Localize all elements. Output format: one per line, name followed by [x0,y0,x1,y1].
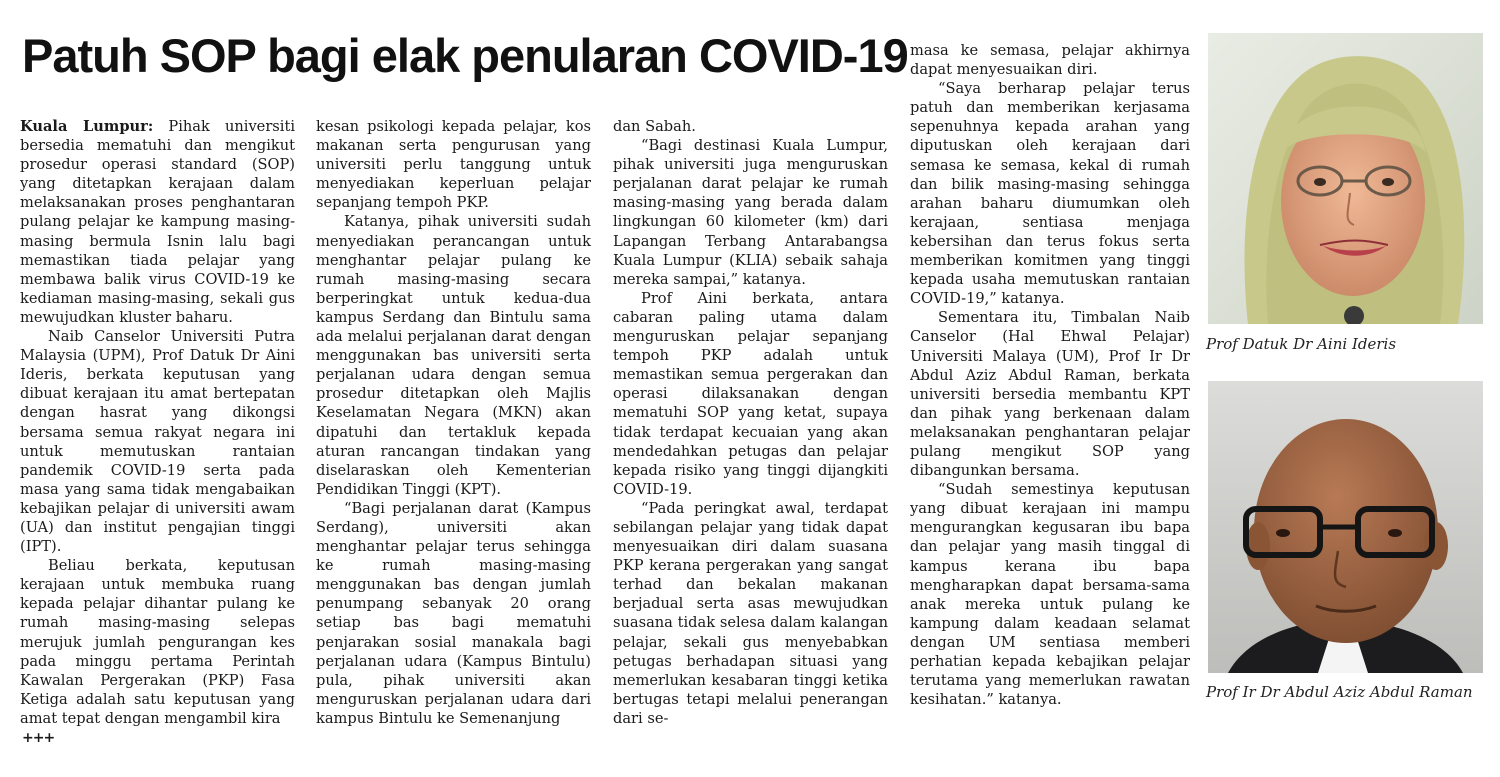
portrait-man-glasses-image [1208,381,1483,673]
article-paragraph: “Sudah semestinya keputusan yang dibuat kerajaan ini mampu mengurangkan kegusaran ibu bapa dan pelajar yang masih tinggal di kampus kerana ibu bapa mengharapkan dapat bersama-sama anak mereka untuk pulang ke kampung dalam keadaan selamat dengan UM sentiasa memberi perhatian kepada kebajikan pelajar terutama yang memerlukan rawatan kesihatan.” katanya. [910,481,1190,709]
portrait-photo-abdul-aziz [1208,381,1483,673]
article-paragraph: Beliau berkata, keputusan kerajaan untuk membuka ruang kepada pelajar dihantar pulang ke rumah masing-masing selepas merujuk jumlah pengurangan kes pada minggu pertama Perintah Kawalan Pergerakan (PKP) Fasa Ketiga adalah satu keputusan yang amat tepat dengan mengambil kira [20,557,295,727]
article-column-1 [20,117,295,728]
article-paragraph: Prof Aini berkata, antara cabaran paling utama dalam menguruskan pelajar sepanjang tempoh PKP adalah untuk memastikan semua pergerakan dan operasi dilaksanakan dengan mematuhi SOP yang ketat, supaya tidak terdapat kecuaian yang akan mendedahkan petugas dan pelajar kepada risiko yang tinggi dijangkiti COVID-19. [613,289,888,498]
article-paragraph: Sementara itu, Timbalan Naib Canselor (Hal Ehwal Pelajar) Universiti Malaya (UM), Prof Ir Dr Abdul Aziz Abdul Raman, berkata universiti bersedia membantu KPT dan pihak yang berkenaan dalam melaksanakan penghantaran pelajar pulang mengikut SOP yang dibangunkan bersama. [910,309,1190,480]
article-paragraph: dan Sabah. [613,118,696,135]
article-column-4 [910,41,1190,709]
article-paragraph: “Pada peringkat awal, terdapat sebilangan pelajar yang tidak dapat menyesuaikan diri dalam suasana PKP kerana pergerakan yang sangat terhad dan bekalan makanan berjadual serta asas mewujudkan suasana tidak selesa dalam kalangan pelajar, sekali gus menyebabkan petugas berhadapan situasi yang memerlukan kesabaran tinggi ketika bertugas tetapi melalui penerangan dari se- [613,499,888,727]
article-paragraph: masa ke semasa, pelajar akhirnya dapat menyesuaikan diri. [910,42,1190,79]
article-paragraph: “Bagi perjalanan darat (Kampus Serdang), universiti akan menghantar pelajar terus sehingga ke rumah masing-masing menggunakan bas dengan jumlah penumpang sebanyak 20 orang setiap bas bagi mematuhi penjarakan sosial manakala bagi perjalanan udara (Kampus Bintulu) pula, pihak universiti akan menguruskan perjalanan udara dari kampus Bintulu ke Semenanjung [316,499,591,727]
article-headline: Patuh SOP bagi elak penularan COVID-19 [22,29,908,82]
lede-text: Pihak universiti bersedia mematuhi dan mengikut prosedur operasi standard (SOP) yang ditetapkan kerajaan dalam melaksanakan proses penghantaran pulang pelajar ke kampung masing-masing bermula Isnin lalu bagi memastikan tiada pelajar yang membawa balik virus COVID-19 ke kediaman masing-masing, sekali gus mewujudkan kluster baharu. [20,118,295,326]
article-column-2 [316,117,591,728]
article-lede-paragraph [20,117,295,327]
end-of-article-mark: +++ [22,730,55,746]
article-paragraph: “Saya berharap pelajar terus patuh dan memberikan kerjasama sepenuhnya kepada arahan yang diputuskan oleh kerajaan dari semasa ke semasa, kekal di rumah dan bilik masing-masing sehingga arahan baharu diumumkan oleh kerajaan, sentiasa menjaga kebersihan dan terus fokus serta memberikan komitmen yang tinggi kepada usaha memutuskan rantaian COVID-19,” katanya. [910,80,1190,308]
article-paragraph: “Bagi destinasi Kuala Lumpur, pihak universiti juga menguruskan perjalanan darat pelajar ke rumah masing-masing yang berada dalam lingkungan 60 kilometer (km) dari Lapangan Terbang Antarabangsa Kuala Lumpur (KLIA) sebaik sahaja mereka sampai,” katanya. [613,137,888,288]
dateline: Kuala Lumpur: [20,118,154,135]
article-column-3 [613,117,888,728]
photo-caption-2: Prof Ir Dr Abdul Aziz Abdul Raman [1206,683,1473,701]
article-paragraph: kesan psikologi kepada pelajar, kos makanan serta pengurusan yang universiti perlu tanggung untuk menyediakan keperluan pelajar sepanjang tempoh PKP. [316,118,591,212]
portrait-woman-hijab-image [1208,33,1483,324]
article-paragraph: Naib Canselor Universiti Putra Malaysia (UPM), Prof Datuk Dr Aini Ideris, berkata keputusan yang dibuat kerajaan itu amat bertepatan dengan hasrat yang dikongsi bersama semua rakyat negara ini untuk memutuskan rantaian pandemik COVID-19 serta pada masa yang sama tidak mengabaikan kebajikan pelajar di universiti awam (UA) dan institut pengajian tinggi (IPT). [20,328,295,556]
portrait-photo-aini-ideris [1208,33,1483,324]
article-paragraph: Katanya, pihak universiti sudah menyediakan perancangan untuk menghantar pelajar pulang ke rumah masing-masing secara berperingkat untuk kedua-dua kampus Serdang dan Bintulu sama ada melalui perjalanan darat dengan menggunakan bas universiti serta perjalanan udara dengan semua prosedur ditetapkan oleh Majlis Keselamatan Negara (MKN) akan dipatuhi dan tertakluk kepada aturan rancangan tindakan yang diselaraskan oleh Kementerian Pendidikan Tinggi (KPT). [316,213,591,498]
photo-caption-1: Prof Datuk Dr Aini Ideris [1206,335,1397,353]
